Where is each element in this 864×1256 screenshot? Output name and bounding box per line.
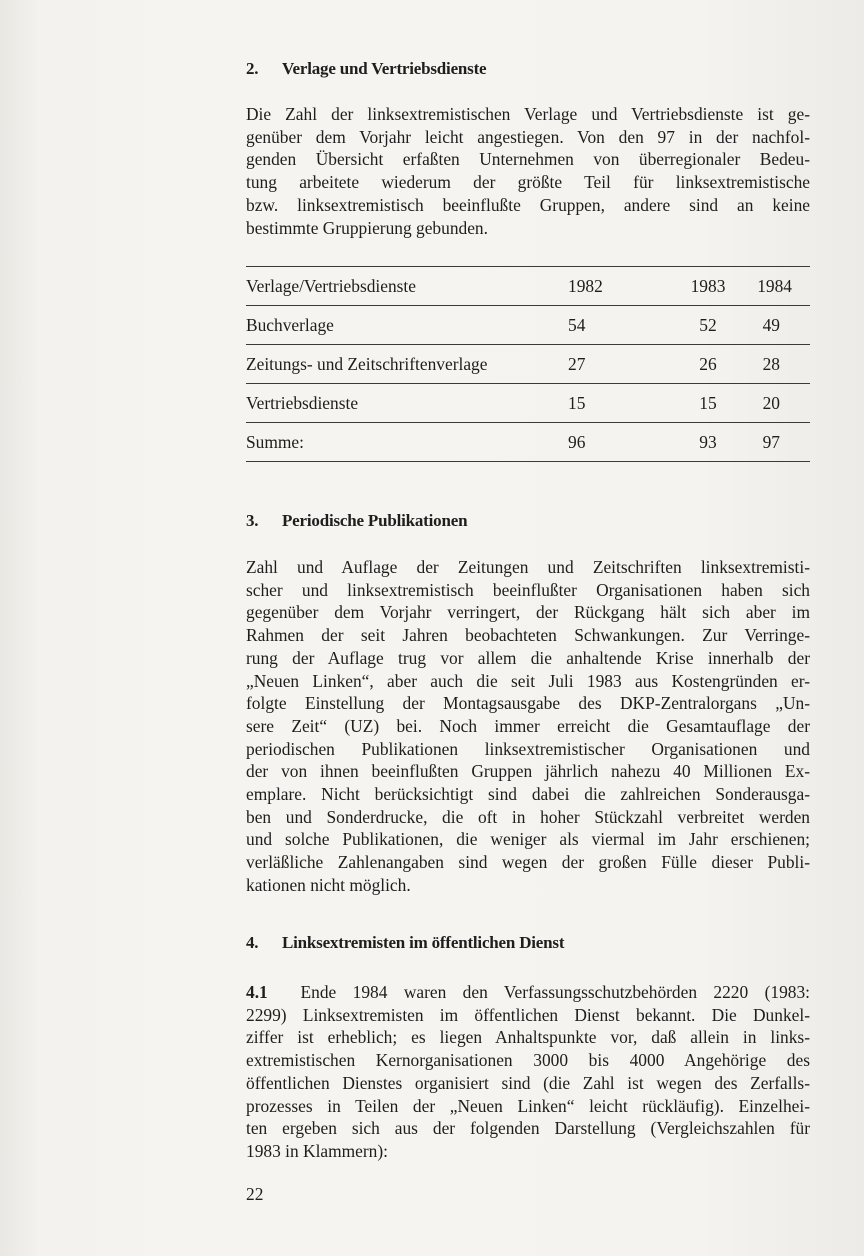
s3-line-14: verläßliche Zahlenangaben sind wegen der großen Fülle dieser Publi-	[246, 852, 810, 873]
table-cell-1982: 96	[568, 431, 586, 452]
table-cell-1984: 28	[762, 353, 780, 374]
section-2-number: 2.	[246, 59, 259, 78]
table-row	[246, 384, 810, 423]
page-number: 22	[246, 1184, 264, 1204]
s4-line-6: prozesses in Teilen der „Neuen Linken“ leicht rückläufig). Einzelhei-	[246, 1095, 810, 1116]
section-2-title: Verlage und Vertriebsdienste	[282, 59, 487, 78]
section-3-paragraph	[246, 556, 810, 897]
s3-line-3: gegenüber dem Vorjahr verringert, der Rückgang hält sich aber im	[246, 602, 810, 623]
section-4-heading	[246, 932, 810, 954]
table-cell-1982: 27	[568, 353, 586, 374]
table-cell-1983: 26	[699, 353, 717, 374]
section-3-heading	[246, 510, 810, 532]
s3-line-10: der von ihnen beeinflußten Gruppen jährlich nahezu 40 Millionen Ex-	[246, 761, 810, 782]
section-3-number: 3.	[246, 511, 259, 530]
publishers-table	[246, 266, 810, 462]
section-2-paragraph	[246, 103, 810, 239]
section-4	[246, 932, 810, 1163]
s3-line-2: scher und linksextremistisch beeinflußter Organisationen haben sich	[246, 579, 810, 600]
s4-line-3: ziffer ist erheblich; es liegen Anhaltspunkte vor, daß allein in links-	[246, 1027, 810, 1048]
section-3-title: Periodische Publikationen	[282, 511, 468, 530]
table-cell-1983: 93	[699, 431, 717, 452]
table-cell-label: Summe:	[246, 431, 304, 452]
s4-line-5: öffentlichen Dienstes organisiert sind (die Zahl ist wegen des Zerfalls-	[246, 1072, 810, 1093]
table-cell-1984: 20	[762, 392, 780, 413]
s4-line-1	[246, 981, 810, 1004]
section-4-paragraph	[246, 981, 810, 1163]
table-cell-1983: 52	[699, 314, 717, 335]
s2-line-5: bzw. linksextremistisch beeinflußte Gruppen, andere sind an keine	[246, 194, 810, 215]
table-cell-1984: 49	[762, 314, 780, 335]
section-3	[246, 510, 810, 897]
table-cell-label: Vertriebsdienste	[246, 392, 359, 413]
s3-line-6: „Neuen Linken“, aber auch die seit Juli 1983 aus Kostengründen er-	[246, 670, 810, 691]
s2-line-2: genüber dem Vorjahr leicht angestiegen. Von den 97 in der nachfol-	[246, 126, 810, 147]
table-cell-label: Zeitungs- und Zeitschriftenverlage	[246, 353, 488, 374]
s2-line-1: Die Zahl der linksextremistischen Verlage und Vertriebsdienste ist ge-	[246, 104, 810, 124]
table-header-row	[246, 267, 810, 306]
table-cell-label: Buchverlage	[246, 314, 334, 335]
s4-line-7: ten ergeben sich aus der folgenden Darstellung (Vergleichszahlen für	[246, 1118, 810, 1139]
s3-line-1: Zahl und Auflage der Zeitungen und Zeitschriften linksextremisti-	[246, 557, 810, 577]
table-header-1984: 1984	[757, 275, 792, 296]
table-cell-1982: 15	[568, 392, 586, 413]
section-4-title: Linksextremisten im öffentlichen Dienst	[282, 933, 565, 952]
table-header-1983: 1983	[690, 275, 726, 296]
table-cell-1983: 15	[699, 392, 717, 413]
s3-line-7: folgte Einstellung der Montagsausgabe des DKP-Zentralorgans „Un-	[246, 693, 810, 714]
s2-line-4: tung arbeitete wiederum der größte Teil für linksextremistische	[246, 172, 810, 193]
table-cell-1984: 97	[762, 431, 780, 452]
s4-line-4: extremistischen Kernorganisationen 3000 bis 4000 Angehörige des	[246, 1050, 810, 1071]
section-2-heading	[246, 58, 810, 80]
s3-line-8: sere Zeit“ (UZ) bei. Noch immer erreicht die Gesamtauflage der	[246, 715, 810, 736]
s3-line-12: ben und Sonderdrucke, die oft in hoher Stückzahl verbreitet werden	[246, 806, 810, 827]
table-row	[246, 306, 810, 345]
table-header-label: Verlage/Vertriebsdienste	[246, 275, 416, 296]
s3-line-4: Rahmen der seit Jahren beobachteten Schwankungen. Zur Verringe-	[246, 625, 810, 646]
s3-line-15: kationen nicht möglich.	[246, 874, 411, 895]
s2-line-3: genden Übersicht erfaßten Unternehmen von überregionaler Bedeu-	[246, 149, 810, 170]
page-content	[246, 58, 810, 1204]
s3-line-5: rung der Auflage trug vor allem die anhaltende Krise innerhalb der	[246, 647, 810, 668]
s4-line-2: 2299) Linksextremisten im öffentlichen Dienst bekannt. Die Dunkel-	[246, 1004, 810, 1025]
table-row	[246, 345, 810, 384]
s3-line-13: und solche Publikationen, die weniger als viermal im Jahr erschienen;	[246, 829, 810, 850]
s2-line-6: bestimmte Gruppierung gebunden.	[246, 217, 488, 238]
table-header-1982: 1982	[568, 275, 603, 296]
table-row	[246, 423, 810, 462]
s4-line-8: 1983 in Klammern):	[246, 1140, 388, 1161]
s4-line-1-text: Ende 1984 waren den Verfassungsschutzbehörden 2220 (1983:	[300, 982, 810, 1002]
section-4-number: 4.	[246, 933, 259, 952]
table-cell-1982: 54	[568, 314, 586, 335]
subsection-4-1-number: 4.1	[246, 982, 268, 1002]
s3-line-11: emplare. Nicht berücksichtigt sind dabei die zahlreichen Sonderausga-	[246, 784, 810, 805]
s3-line-9: periodischen Publikationen linksextremistischer Organisationen und	[246, 738, 810, 759]
